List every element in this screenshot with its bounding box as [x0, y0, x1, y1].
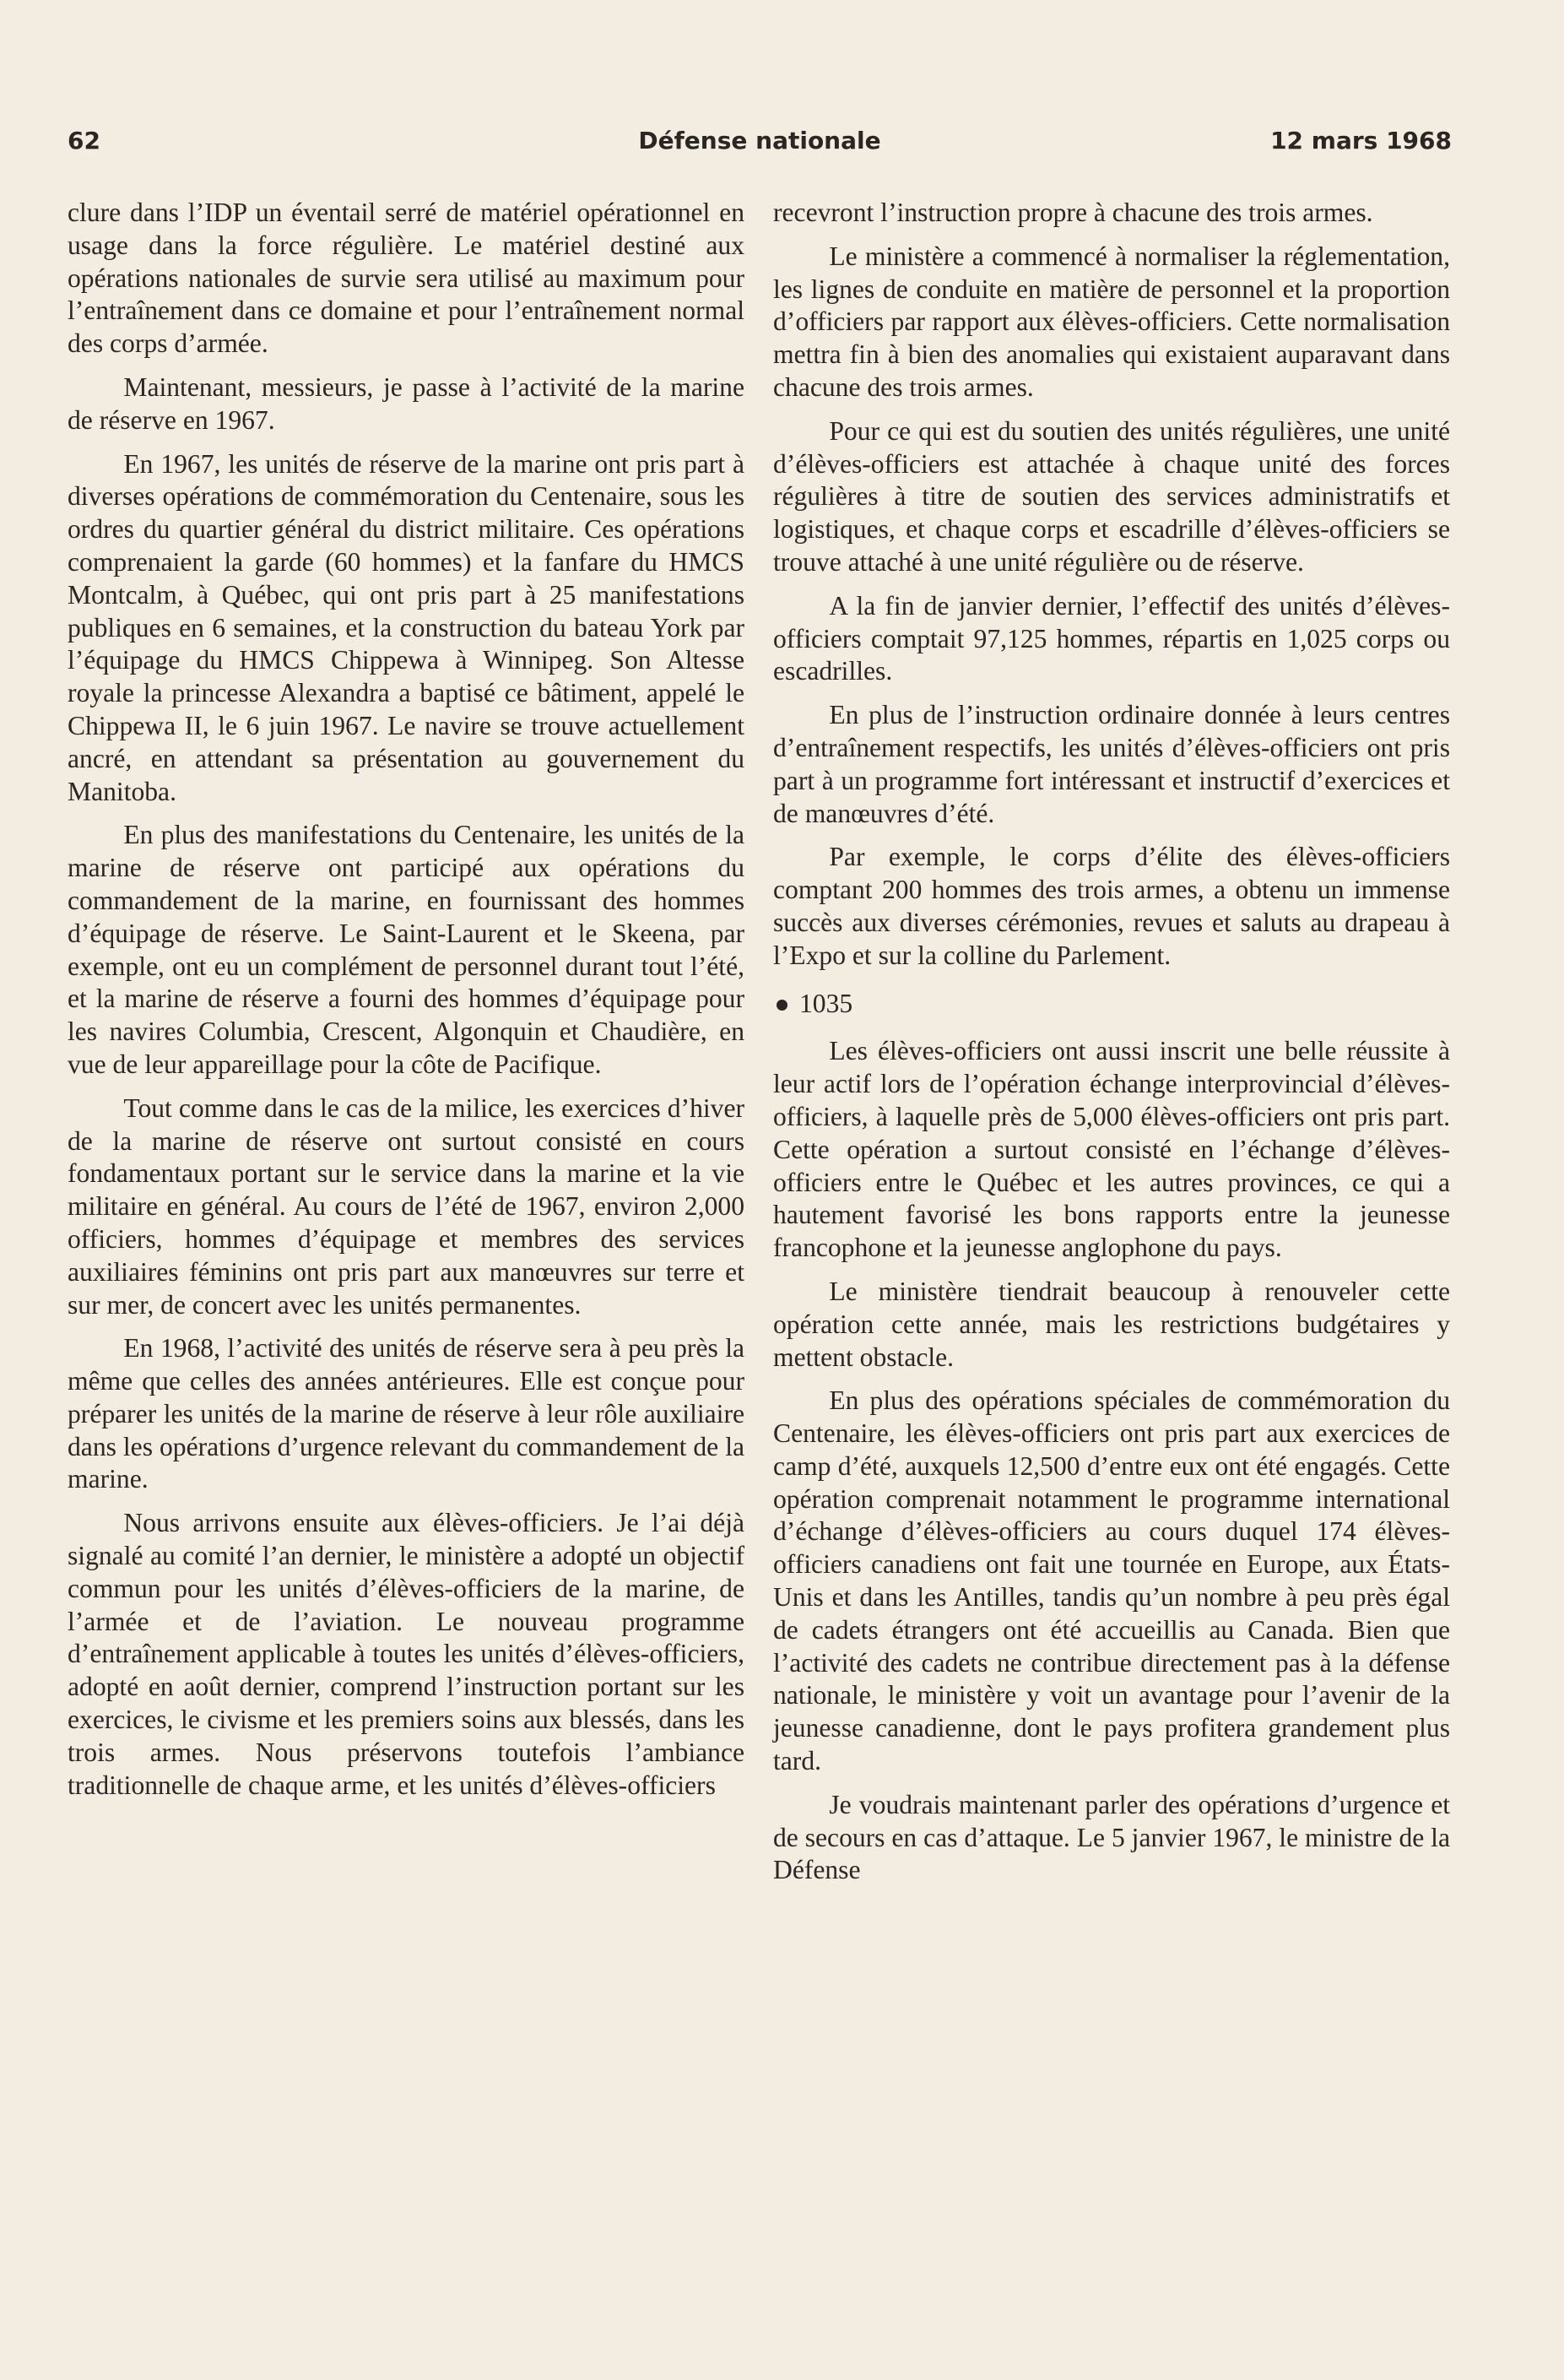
paragraph: Par exemple, le corps d’élite des élèves-officiers comptant 200 hommes des trois armes, a obtenu un immense succès aux diverses cérémonies, revues et saluts au drapeau à l’Expo et sur la colline du Parlement. [773, 842, 1450, 970]
paragraph: En plus des opérations spéciales de commémoration du Centenaire, les élèves-officiers ont pris part aux exercices de camp d’été, auxquels 12,500 d’entre eux ont été engagés. Cette opération comprenait notamment le programme international d’échange d’élèves-officiers au cours duquel 174 élèves-officiers canadiens ont fait une tournée en Europe, aux États-Unis et dans les Antilles, tandis qu’un nombre à peu près égal de cadets étrangers ont été accueillis au Canada. Bien que l’activité des cadets ne contribue directement pas à la défense nationale, le ministère y voit un avantage pour l’avenir de la jeunesse canadienne, dont le pays profitera grandement plus tard. [773, 1385, 1450, 1776]
paragraph: En plus de l’instruction ordinaire donnée à leurs centres d’entraînement respectifs, les unités d’élèves-officiers ont pris part à un programme fort intéressant et instructif d’exercices et de manœuvres d’été. [773, 700, 1450, 828]
paragraph: Le ministère tiendrait beaucoup à renouveler cette opération cette année, mais les restrictions budgétaires y mettent obstacle. [773, 1276, 1450, 1372]
right-column [773, 197, 1450, 1898]
paragraph: En 1968, l’activité des unités de réserve sera à peu près la même que celles des années antérieures. Elle est conçue pour préparer les unités de la marine de réserve à leur rôle auxiliaire dans les opérations d’urgence relevant du commandement de la marine. [68, 1333, 744, 1494]
paragraph: Nous arrivons ensuite aux élèves-officiers. Je l’ai déjà signalé au comité l’an dernier, le ministère a adopté un objectif commun pour les unités d’élèves-officiers de la marine, de l’armée et de l’aviation. Le nouveau programme d’entraînement applicable à toutes les unités d’élèves-officiers, adopté en août dernier, comprend l’instruction portant sur les exercices, le civisme et les premiers soins aux blessés, dans les trois armes. Nous préservons toutefois l’ambiance traditionnelle de chaque arme, et les unités d’élèves-officiers [68, 1508, 744, 1800]
running-header [68, 127, 1452, 164]
session-date: 12 mars 1968 [1270, 127, 1452, 155]
paragraph: A la fin de janvier dernier, l’effectif des unités d’élèves-officiers comptait 97,125 hommes, répartis en 1,025 corps ou escadrilles. [773, 590, 1450, 686]
paragraph: Tout comme dans le cas de la milice, les exercices d’hiver de la marine de réserve ont surtout consisté en cours fondamentaux portant sur le service dans la marine et la vie militaire en général. Au cours de l’été de 1967, environ 2,000 officiers, hommes d’équipage et membres des services auxiliaires féminins ont pris part aux manœuvres sur terre et sur mer, de concert avec les unités permanentes. [68, 1092, 744, 1320]
page-number: 62 [68, 127, 100, 155]
paragraph: recevront l’instruction propre à chacune des trois armes. [773, 198, 1373, 227]
paragraph: Le ministère a commencé à normaliser la réglementation, les lignes de conduite en matière de personnel et la proportion d’officiers par rapport aux élèves-officiers. Cette normalisation mettra fin à bien des anomalies qui existaient auparavant dans chacune des trois armes. [773, 241, 1450, 402]
paragraph: Maintenant, messieurs, je passe à l’activité de la marine de réserve en 1967. [68, 371, 744, 435]
paragraph: Pour ce qui est du soutien des unités régulières, une unité d’élèves-officiers est attachée à chaque unité des forces régulières à titre de soutien des services administratifs et logistiques, et chaque corps et escadrille d’élèves-officiers se trouve attaché à une unité régulière ou de réserve. [773, 415, 1450, 577]
time-marker [773, 988, 1450, 1021]
paragraph: clure dans l’IDP un éventail serré de matériel opérationnel en usage dans la force régulière. Le matériel destiné aux opérations nationales de survie sera utilisé au maximum pour l’entraînement dans ce domaine et pour l’entraînement normal des corps d’armée. [68, 198, 744, 359]
bullet-icon [777, 1000, 787, 1011]
paragraph: Je voudrais maintenant parler des opérations d’urgence et de secours en cas d’attaque. Le 5 janvier 1967, le ministre de la Défense [773, 1789, 1450, 1885]
time-marker-text: 1035 [799, 988, 853, 1018]
publication-title: Défense nationale [638, 127, 881, 155]
left-column [68, 197, 744, 1813]
paragraph: Les élèves-officiers ont aussi inscrit une belle réussite à leur actif lors de l’opération échange interprovincial d’élèves-officiers, à laquelle près de 5,000 élèves-officiers ont pris part. Cette opération a surtout consisté en l’échange d’élèves-officiers entre le Québec et les autres provinces, ce qui a hautement favorisé les bons rapports entre la jeunesse francophone et la jeunesse anglophone du pays. [773, 1036, 1450, 1263]
paragraph: En plus des manifestations du Centenaire, les unités de la marine de réserve ont participé aux opérations du commandement de la marine, en fournissant des hommes d’équipage de réserve. Le Saint-Laurent et le Skeena, par exemple, ont eu un complément de personnel durant tout l’été, et la marine de réserve a fourni des hommes d’équipage pour les navires Columbia, Crescent, Algonquin et Chaudière, en vue de leur appareillage pour la côte de Pacifique. [68, 820, 744, 1079]
paragraph: En 1967, les unités de réserve de la marine ont pris part à diverses opérations de commémoration du Centenaire, sous les ordres du quartier général du district militaire. Ces opérations comprenaient la garde (60 hommes) et la fanfare du HMCS Montcalm, à Québec, qui ont pris part à 25 manifestations publiques en 6 semaines, et la construction du bateau York par l’équipage du HMCS Chippewa à Winnipeg. Son Altesse royale la princesse Alexandra a baptisé ce bâtiment, appelé le Chippewa II, le 6 juin 1967. Le navire se trouve actuellement ancré, en attendant sa présentation au gouvernement du Manitoba. [68, 448, 744, 806]
